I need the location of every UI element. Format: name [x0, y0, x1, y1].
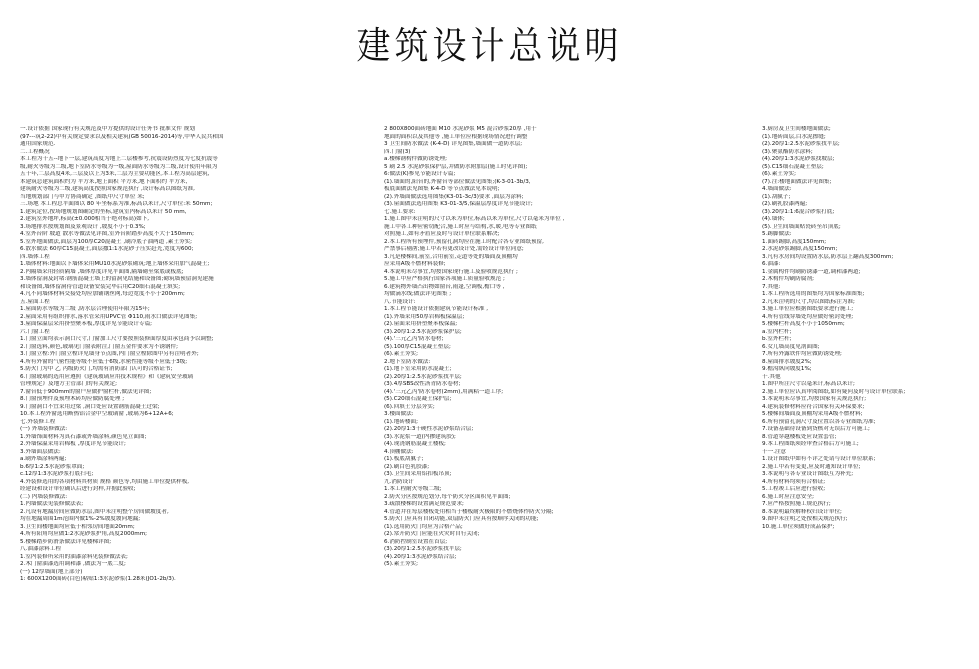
note-line: 2.防火分区按规范划分,每个防火分区面积见平面图; — [384, 493, 511, 500]
note-line: 应采用A级不燃材料装修; — [384, 261, 446, 267]
note-line: 2.水泥砂浆踢脚,高度150mm; — [762, 246, 838, 252]
note-line: 7.窗台低于900mm的窗户应做护窗栏杆,做法见详图; — [20, 388, 152, 395]
note-line: (2).20厚1:2.5水泥砂浆找平层; — [384, 373, 462, 380]
note-line: 6.女儿墙高度见剖面图; — [762, 343, 820, 350]
note-line: (3).水泥浆一道(内掺建筑胶); — [384, 433, 456, 440]
note-line: 5.楼梯间墙面及顶棚均采用A级不燃材料; — [762, 411, 863, 417]
note-line: 3.门窗立樘:外门窗立樘详见墙身节点图,内门窗立樘除图中另有注明者外; — [20, 351, 199, 357]
note-line: (一) 12厚墙面(地上部分) — [20, 568, 83, 575]
note-line: (2).常开防火门应能在火灾时自行关闭; — [384, 531, 480, 537]
note-line: (2).20厚1:2.5水泥砂浆找平层; — [762, 141, 840, 147]
note-line: (1).外墙采用50厚岩棉板保温层; — [384, 313, 465, 320]
notes-column-3 — [762, 126, 979, 531]
note-line: (5).C20细石混凝土保护层; — [384, 396, 452, 402]
note-line: 5.楼梯踏步防滑条做法详见楼梯详图; — [20, 538, 112, 545]
note-line: 1.屋面防水等级为二级 ,防水层合理使用年限为15年; — [20, 306, 150, 312]
note-line: 2.屋面采用有组织排水,落水管采用UPVC管 Φ110,雨水口做法详见图集; — [20, 313, 198, 320]
note-line: (一) 外墙装修做法: — [20, 426, 68, 432]
note-line: 3.墙体留洞及封堵:钢筋混凝土墙上的留洞见结施和设备图;砌筑墙预留洞见建施 — [20, 276, 214, 282]
note-line: 3.屋面保温层采用挤塑聚苯板,厚度详见节能设计专篇; — [20, 321, 153, 327]
note-line: 9.图中未注明之处按相关规范执行; — [762, 516, 848, 522]
note-line: 1.本工程所选用的图集均为国家标准图集; — [762, 291, 865, 297]
note-line: 8.门窗预埋件及预埋木砖均应做防腐处理 ; — [20, 396, 125, 402]
note-line: 1.建筑定位,按场地规划图确定的坐标,建筑室内标高以米计 50 mm, — [20, 208, 187, 215]
note-line: (1).地下室采用防水混凝土; — [384, 366, 452, 372]
note-line: 七.施工要求: — [384, 208, 416, 215]
note-line: 五.屋面工程 — [20, 298, 50, 305]
note-line: 2.木门窗油漆选用调和漆 ,做法为一底二度; — [20, 561, 126, 567]
note-line: 1.本工程节能设计依据建筑节能设计标准 , — [384, 306, 488, 312]
note-line: 2.木构件均刷防腐剂; — [762, 276, 814, 282]
note-line: 2.外墙保温采用岩棉板 ,厚度详见节能设计; — [20, 441, 126, 447]
note-line: 3.本说明与各专业设计图纸互为补充; — [762, 471, 854, 477]
note-line: 6:做法(K)参见节能设计专篇; — [384, 171, 456, 177]
note-line: 6.消防控制室设置在首层; — [384, 538, 448, 545]
note-line: (5).素土夯实; — [384, 561, 418, 567]
note-line: 3.疏散楼梯的设置满足规范要求; — [384, 501, 464, 507]
note-line: 建筑耐火等级为二级,建筑高度按照国家规范执行 ,设计标高以图纸为准, — [20, 186, 195, 192]
note-line: 2.建筑室外地坪,标高(±0.000相当于绝对标高)如下, — [20, 216, 150, 222]
note-line: 3.楼面做法: — [384, 411, 414, 417]
note-line: 1.室内装修所采用的油漆涂料见装修做法表; — [20, 553, 128, 560]
note-line: 4.所有外窗的气密性能等级不应低于6级,水密性能等级不应低于3级; — [20, 358, 188, 365]
note-line: 1.门窗立面均表示洞口尺寸,门窗加工尺寸要按照装修面厚度由承包商予以调整; — [20, 336, 214, 342]
note-line: a.楼梯钢构件做防锈处理; — [384, 156, 448, 162]
note-line: (97---筑2-22)中有关规定要求以及相关建筑(GB 50016-2014)等,中华人民共和国 — [20, 133, 224, 140]
note-line: 1.本工程耐火等级二级; — [384, 486, 442, 492]
note-line: 3.施工单位应根据图纸要求进行施工; — [762, 306, 854, 312]
note-line: 6.油漆: — [762, 261, 781, 267]
note-line: 4.所有管线穿墙处均应做好密封处理; — [762, 313, 854, 320]
note-line: (1).选用防火门均应为合格产品; — [384, 523, 463, 530]
note-line: (2).刷乳胶漆两遍; — [762, 201, 808, 207]
note-line: (二) 内墙装修做法: — [20, 493, 68, 500]
note-line: 七.外装修工程 — [20, 418, 56, 425]
note-line: (2).20厚1:3干硬性水泥砂浆结合层; — [384, 426, 474, 432]
note-line: 八.油漆涂料工程 — [20, 546, 61, 552]
note-line: 4.外装修选用的各项材料其材质 规格 颜色等,均由施工单位提供样板, — [20, 478, 190, 485]
note-line: 十一.注意 — [762, 448, 787, 455]
note-line: 2.内隔墙采用轻质隔墙 ,墙体厚度详见平面图,隔墙砌至梁底或板底; — [20, 268, 184, 275]
note-line: 二.工程概况 — [20, 148, 50, 155]
note-line: (1).地砖面层,白水泥擦缝; — [762, 133, 826, 140]
note-line: (7).注:楼地面做法详见图集; — [762, 178, 832, 185]
notes-column-2 — [384, 126, 616, 569]
note-line: 地面的面积以及其他等 ,施工单位应根据现场情况进行调整 — [384, 133, 528, 140]
note-line: (4).现浇钢筋混凝土楼板; — [384, 441, 446, 447]
note-line: 对照施工,如有矛盾应及时与设计单位联系解决; — [384, 231, 500, 237]
note-line: 8.本说明最终解释权归设计单位; — [762, 508, 842, 515]
note-line: 2.门窗选料,颜色,玻璃见门窗表附注,门窗五金件要求为不锈钢件; — [20, 343, 178, 350]
note-line: 板底面做法见图集 K-4-D 等节点做法见本说明; — [384, 186, 500, 192]
note-line: 施工中各工种应密切配合,施工时应与结构,水,暖,电等专业图纸 — [384, 223, 537, 230]
note-line: 1.图中所注尺寸以毫米计,标高以米计; — [762, 381, 855, 387]
note-line: 4.本说明未尽事宜,均按国家现行施工及验收规范执行 ; — [384, 268, 518, 275]
note-line: 1.施工图中未注明的尺寸以米为单位,标高以米为单位,尺寸以毫米为单位 , — [384, 216, 565, 222]
note-line: b.室外栏杆; — [762, 336, 792, 342]
note-line: 5.防火门应具有自闭功能,双扇防火门应具有按顺序关闭的功能; — [384, 516, 539, 522]
note-line: 1.墙体材料:地面以下墙体采用MU10水泥砂浆砌筑;地上墙体采用加气混凝土; — [20, 261, 210, 267]
note-line: 4.墙面做法: — [762, 186, 792, 192]
note-line: 4.室外台阶 坡道 散水等做法见详图,室外台阶踏步高度不大于150mm; — [20, 231, 194, 237]
note-line: (5).100厚C15混凝土垫层; — [384, 343, 451, 350]
note-line: 经建设和设计单位确认后进行封样,并据此验收; — [20, 486, 136, 492]
note-line: (4).20厚1:3水泥砂浆找坡层; — [762, 156, 835, 162]
note-line: 和设备图,墙体留洞待管道设备安装完毕后用C20细石混凝土填实; — [20, 283, 181, 290]
note-line: 当地规划部门与甲方协商确定 ,图纸中尺寸单位 米; — [20, 193, 145, 200]
note-line: 7.应严格按照施工规范执行; — [762, 501, 831, 507]
note-line: 3.场地排水按规划图及景观设计 ,坡度不小于0.3%; — [20, 223, 146, 230]
note-line: 四.门窗(3) — [384, 148, 411, 155]
note-line: (3).20厚1:2.5水泥砂浆找平层; — [384, 546, 462, 552]
notes-column-1 — [20, 126, 252, 584]
note-line: (4).'三元乙丙'防水卷材(2mm),用满粘一道工序; — [384, 388, 504, 395]
note-line: a.室内栏杆; — [762, 328, 792, 335]
note-line: 7.设备基础待设备到货核对无误后方可施工; — [762, 426, 870, 432]
note-line: 八.节能设计: — [384, 298, 416, 305]
note-line: 6.门窗玻璃的选用应遵照《建筑玻璃应用技术规程》和《建筑安全玻璃 — [20, 373, 194, 380]
note-line: 4.建筑装修材料应符合国家有关环保要求; — [762, 403, 865, 410]
note-line: 管理规定》及地方主管部门的有关规定; — [20, 381, 117, 387]
note-line: (3).卫生间采用铝扣板吊顶; — [384, 471, 452, 477]
note-line: (1).刮腻子; — [762, 193, 791, 200]
note-line: 三.场地 本工程总平面图以 80 年坐标系为准,标高以米计,尺寸单位:米 50mm; — [20, 201, 213, 207]
note-line: 2.施工单位应认真审阅图纸,如有疑问及时与设计单位联系; — [762, 388, 906, 395]
page-title: 建筑设计总说明 — [356, 24, 623, 69]
note-line: (1).墙面的,阳台的,外窗台等部位做法见图集;(K-3-01-3b/3, — [384, 178, 531, 185]
note-line: 九.消防设计 — [384, 478, 414, 485]
note-line: b.6厚1:2.5水泥砂浆罩面; — [20, 463, 85, 470]
note-line: 5.防火门为甲 乙 丙级防火门,均需有消防部门认可的合格证书; — [20, 366, 173, 372]
note-line: 5.施工中应严格执行国家各项施工质量验收规范 ; — [384, 276, 505, 282]
note-line: (3).20厚1:1:6混合砂浆打底; — [762, 208, 835, 215]
note-line: 3.卫生间楼地面均应低于相邻房间地面20mm; — [20, 523, 135, 530]
note-line: 均在地漏周围1m范围内做1%-2%坡度坡向地漏; — [20, 516, 141, 522]
note-line: 2.凡设有地漏房间应做防水层,图中未注明整个房间做坡度者, — [20, 508, 169, 515]
note-line: (6).素土夯实; — [762, 171, 796, 177]
note-line: 8.屋面排水坡度2%; — [762, 358, 812, 365]
note-line: 一.设计依据 国家现行有关规范及甲方提供的设计任务书 批准文件 规划 — [20, 126, 195, 132]
note-line: 2.凡未注明的尺寸,均以图纸标注为准; — [762, 298, 855, 305]
note-line: 3.凡是楼梯间,前室,合用前室,走道等处的墙面及顶棚均 — [384, 253, 518, 260]
note-line: 4.顶棚做法: — [384, 448, 414, 455]
note-line: (2).刷白色乳胶漆; — [384, 463, 430, 470]
note-line: 四.墙体工程 — [20, 253, 50, 260]
note-line: 6.所有预留孔洞尺寸及位置以各专业图纸为准; — [762, 418, 876, 425]
note-line: a.刷外墙涂料两遍; — [20, 456, 67, 462]
note-line: 2 800X800面砖地面 M10 水泥砂浆 M5 混合砂浆20厚 ,用于 — [384, 126, 537, 132]
note-line: (6).素土夯实; — [384, 351, 418, 357]
note-line: 4.凡不同墙体材料交接处均应加铺钢丝网,每边宽度不小于200mm; — [20, 291, 185, 297]
note-line: 3 卫生间防水做法 (K-4-D) 详见图集,墙面做一道防水层; — [384, 141, 523, 147]
note-line: 1.面砖踢脚,高度150mm; — [762, 238, 827, 245]
note-line: 十.其他 — [762, 373, 781, 380]
note-line: 4.管道井在每层楼板处用相当于楼板耐火极限的不燃烧体作防火分隔; — [384, 508, 554, 515]
note-line: 3.厨房及卫生间楼地面做法; — [762, 126, 831, 132]
note-line: 10.本工程外窗选用断热铝合金中空玻璃窗 ,玻璃为6+12A+6; — [20, 411, 174, 417]
note-line: 本工程为十五--地下一层,建筑高度为地上二层楼参考,抗震设防烈度为七度抗震等 — [20, 156, 218, 162]
note-line: 2.地下室防水做法: — [384, 358, 431, 365]
note-line: 通用国家规范. — [20, 141, 56, 147]
note-line: 五十年,二层高度4米,三层及以上为3米,二层为主要功能区,本工程为高层建筑, — [20, 171, 210, 177]
note-line: (2).外墙面做法选用图集(K3-01-3c/3)要求 ,面层为涂料; — [384, 193, 524, 200]
note-line: 3.外墙面层做法: — [20, 448, 61, 455]
note-line: 5.室外地面做法,面层为100厚C20混凝土 ,刷冷底子油两道 ,素土夯实; — [20, 238, 193, 245]
note-line: 4.所有阳角均应做1:2水泥砂浆护角,高度2000mm; — [20, 531, 148, 537]
note-line: 5.踢脚做法: — [762, 231, 792, 237]
note-line: 9.檐沟纵向坡度1%; — [762, 366, 812, 372]
note-line: 6.散水做法 60厚C15混凝土,面层撒1:1水泥砂子压实赶光,宽度为600; — [20, 246, 194, 252]
note-line: 2.本工程所有预埋件,预留孔洞均应在施工时配合各专业图纸预留, — [384, 238, 544, 245]
note-line: 5.楼梯栏杆高度不小于1050mm; — [762, 321, 845, 327]
note-line: (4).20厚1:3水泥砂浆结合层; — [384, 553, 457, 560]
note-line: 7.其他: — [762, 283, 781, 290]
note-line: (5).C15细石混凝土垫层; — [762, 163, 824, 170]
note-line: 1.金属构件均刷防锈漆一道,调和漆两道; — [762, 268, 861, 275]
note-line: 7.所有外露铁件均应做防锈处理; — [762, 351, 842, 357]
note-line: (5).卫生间墙面贴瓷砖至吊顶底; — [762, 223, 841, 230]
note-line: 1.内墙做法见装修做法表; — [20, 501, 84, 507]
note-line: 8.管道穿越楼板处应设置套管; — [762, 433, 837, 440]
note-line: 2.施工中若有变更,应及时通知设计单位; — [762, 463, 861, 470]
note-line: 5.工程竣工后应进行验收; — [762, 486, 826, 492]
note-line: 1: 600X1200面砖(白色)粘贴1:3水泥砂浆(1.28米(JO1-2b/3). — [20, 576, 176, 582]
note-line: 4.所有材料均须有合格证; — [762, 478, 826, 485]
note-line: (3).4厚SBS改性沥青防水卷材; — [384, 381, 461, 387]
note-line: 1.设计图纸中如有不详之处请与设计单位联系; — [762, 456, 876, 462]
note-line: 3.本说明未尽事宜,均按国家有关规范执行; — [762, 396, 867, 402]
note-line: (2).屋面采用挤塑聚苯板保温; — [384, 321, 458, 327]
note-line: 本建筑总建筑面积约为 平方米,地上面积 平方米,地下面积约 平方米, — [20, 178, 188, 185]
note-line: 1.外墙饰面材料为真石漆或外墙涂料,颜色见立面图; — [20, 433, 147, 440]
note-line: 3.凡有水房间均设置防水层,防水层上翻高度300mm; — [762, 253, 894, 260]
note-line: 10.施工单位须做好成品保护; — [762, 523, 835, 530]
note-line: (6).回填土分层夯实; — [384, 403, 435, 410]
note-line: (4).墙体; — [762, 216, 785, 222]
note-line: 5 刷 2.5 水泥砂浆保护层,并做防水附加层(施工时见详图); — [384, 163, 528, 170]
note-line: (4).'三元乙丙'防水卷材; — [384, 336, 444, 342]
note-line: 9.本工程图纸须经审查合格后方可施工; — [762, 441, 859, 447]
note-line: 9.门窗洞口不宜采用过梁 ,洞口处应设置钢筋混凝土过梁; — [20, 403, 160, 410]
note-line: 级,耐火等级为二级,地下室防水等级为一级,屋面防水等级为二级,设计使用年限为 — [20, 163, 218, 170]
note-line: 严禁事后剔凿;施工中若有更改设计处,需经设计单位同意; — [384, 246, 524, 252]
note-line: (1).地砖楼面; — [384, 418, 418, 425]
note-line: 均做滴水线;做法详见图集 ; — [384, 291, 452, 297]
note-line: (1).板底刮腻子; — [384, 456, 424, 462]
note-line: (3).20厚1:2.5水泥砂浆保护层; — [384, 328, 462, 335]
note-line: (3).聚氨酯防水涂料; — [762, 148, 813, 155]
note-line: 6.建筑物外墙凸出物如窗台,雨篷,空调板,檐口等 , — [384, 283, 505, 290]
note-line: 6.施工时应注意安全; — [762, 493, 814, 500]
note-line: 六.门窗工程 — [20, 328, 50, 335]
note-line: c.12厚1:3水泥砂浆打底扫毛; — [20, 471, 94, 477]
note-line: (3).屋面做法选用图集 K3-01-3/5,保温层厚度详见节能设计; — [384, 201, 533, 207]
